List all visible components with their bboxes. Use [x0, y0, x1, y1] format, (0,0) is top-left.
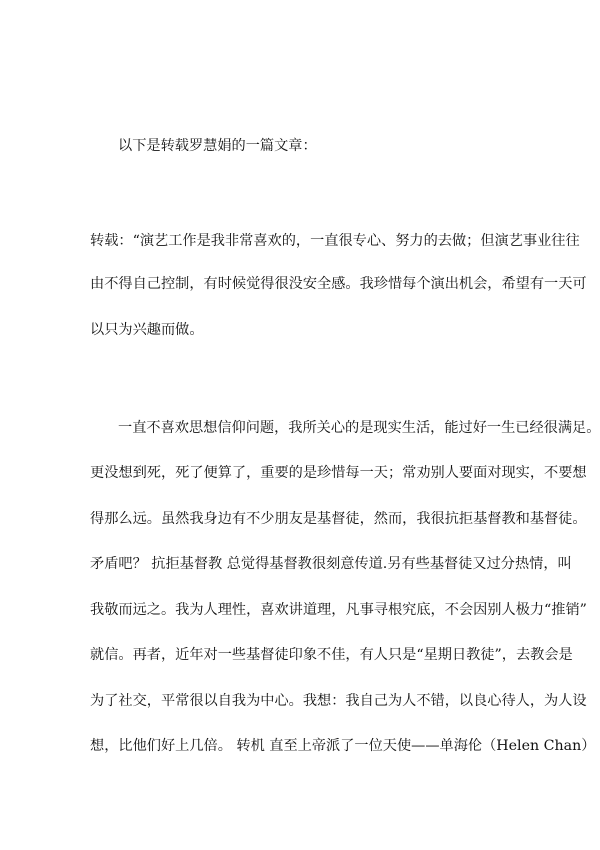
quote-line-1: 转载：“演艺工作是我非常喜欢的，一直很专心、努力的去做；但演艺事业往往 — [90, 233, 580, 249]
body-line-8: 想，比他们好上几倍。 转机 直至上帝派了一位天使——单海伦（Helen Chan） — [90, 738, 596, 754]
body-line-6: 就信。再者，近年对一些基督徒印象不佳，有人只是“星期日教徒”，去教会是 — [90, 647, 573, 663]
body-line-2: 更没想到死，死了便算了，重要的是珍惜每一天；常劝别人要面对现实，不要想 — [90, 465, 587, 481]
quote-line-2: 由不得自己控制，有时候觉得很没安全感。我珍惜每个演出机会，希望有一天可 — [90, 276, 587, 292]
body-line-3: 得那么远。虽然我身边有不少朋友是基督徒，然而，我很抗拒基督教和基督徒。 — [90, 511, 587, 527]
body-line-7: 为了社交，平常很以自我为中心。我想：我自己为人不错，以良心待人，为人设 — [90, 693, 587, 709]
body-line-4: 矛盾吧？ 抗拒基督教 总觉得基督教很刻意传道.另有些基督徒又过分热情，叫 — [90, 556, 572, 572]
body-line-5: 我敬而远之。我为人理性，喜欢讲道理，凡事寻根究底，不会因别人极力“推销” — [90, 602, 587, 618]
intro-line: 以下是转载罗慧娟的一篇文章： — [118, 138, 317, 154]
body-line-1: 一直不喜欢思想信仰问题，我所关心的是现实生活，能过好一生已经很满足。 — [118, 420, 600, 436]
quote-line-3: 以只为兴趣而做。 — [90, 322, 204, 338]
